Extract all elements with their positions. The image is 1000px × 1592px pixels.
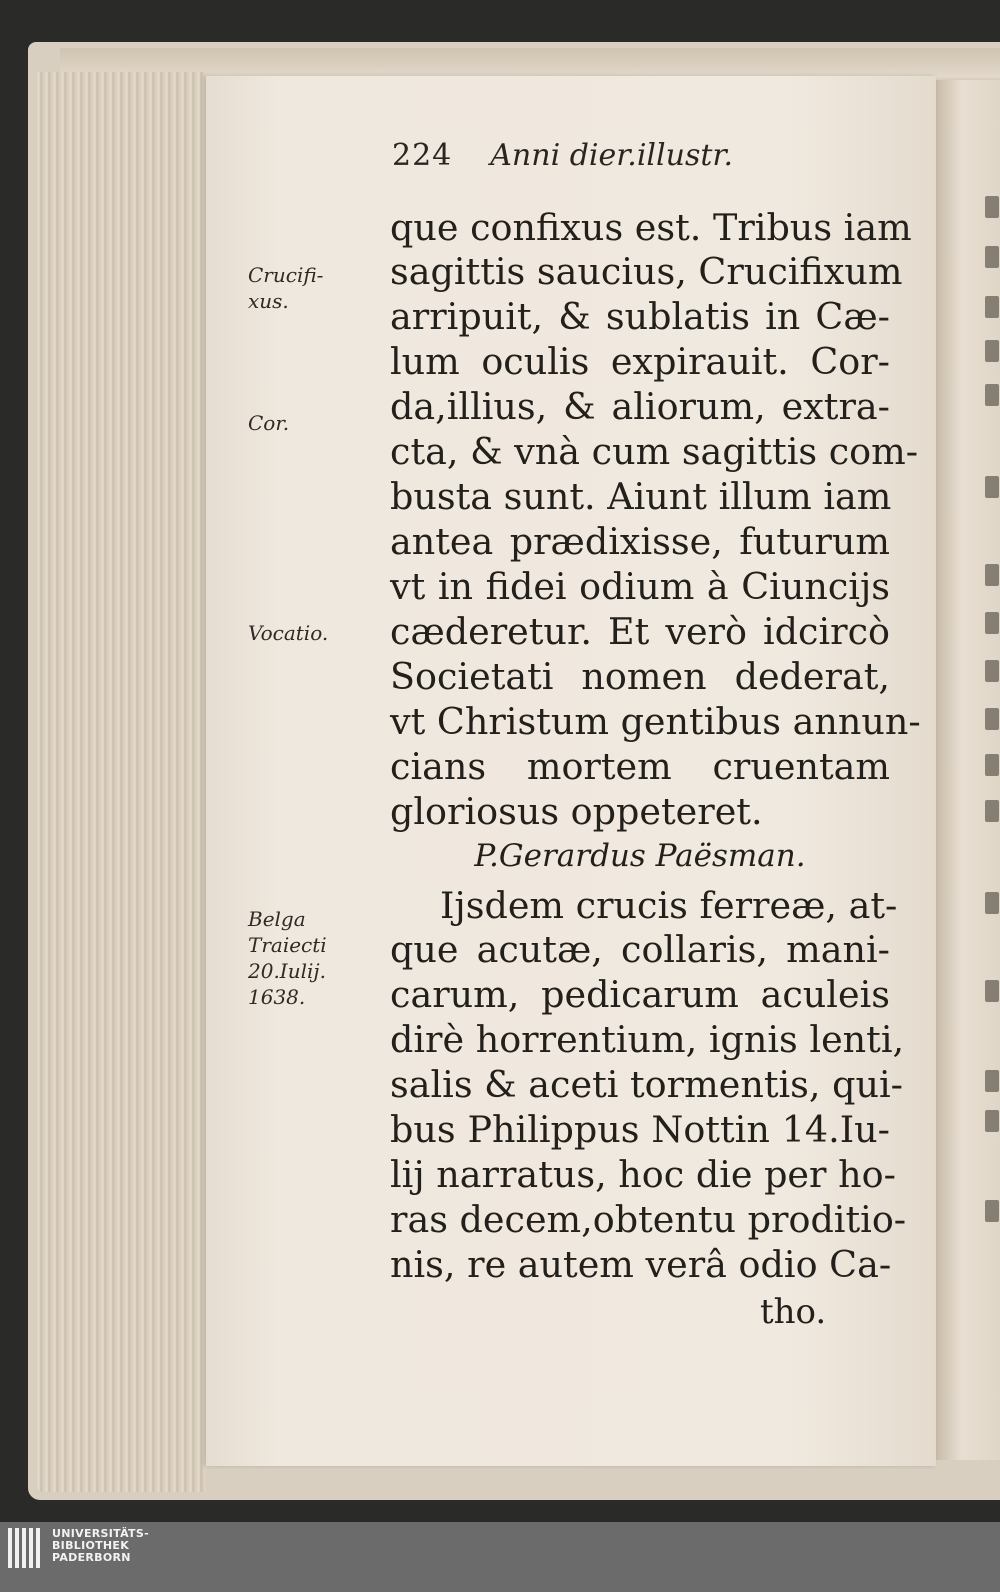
facing-page-glyph xyxy=(985,340,999,362)
library-logo-text: UNIVERSITÄTS- BIBLIOTHEK PADERBORN xyxy=(52,1527,149,1564)
facing-page-glyph xyxy=(985,476,999,498)
text-line: lum oculis expirauit. Cor- xyxy=(390,340,890,383)
text-line: dirè horrentium, ignis lenti, xyxy=(390,1018,905,1061)
text-line: sagittis saucius, Crucifixum xyxy=(390,250,903,293)
text-line: que acutæ, collaris, mani- xyxy=(390,928,890,971)
facing-page-glyph xyxy=(985,1110,999,1132)
marginal-note-crucifixus: Crucifi- xus. xyxy=(248,263,324,313)
marginal-note-vocatio: Vocatio. xyxy=(248,621,329,645)
running-header xyxy=(392,138,733,173)
marginal-note-cor: Cor. xyxy=(248,411,290,435)
text-line: salis & aceti tormentis, qui- xyxy=(390,1063,903,1106)
facing-page-glyph xyxy=(985,612,999,634)
text-line: vt in fidei odium à Ciuncijs xyxy=(390,565,890,608)
text-line: Societati nomen dederat, xyxy=(390,655,890,698)
facing-page-glyph xyxy=(985,800,999,822)
facing-page-glyph xyxy=(985,754,999,776)
facing-page-glyph xyxy=(985,980,999,1002)
facing-page-glyph xyxy=(985,296,999,318)
text-line: lij narratus, hoc die per ho- xyxy=(390,1153,896,1196)
facing-page-glyph xyxy=(985,384,999,406)
text-line: cæderetur. Et verò idcircò xyxy=(390,610,890,653)
text-line: nis, re autem verâ odio Ca- xyxy=(390,1243,892,1286)
footer-bar xyxy=(0,1522,1000,1592)
facing-page-glyph xyxy=(985,708,999,730)
text-line: ras decem,obtentu proditio- xyxy=(390,1198,907,1241)
facing-page-glyph xyxy=(985,1070,999,1092)
facing-page-glyph xyxy=(985,196,999,218)
text-line: carum, pedicarum aculeis xyxy=(390,973,890,1016)
facing-page-glyph xyxy=(985,892,999,914)
text-line: que confixus est. Tribus iam xyxy=(390,206,912,249)
text-line: vt Christum gentibus annun- xyxy=(390,700,921,743)
library-logo-icon xyxy=(6,1526,46,1570)
text-line: bus Philippus Nottin 14.Iu- xyxy=(390,1108,890,1151)
text-line: cians mortem cruentam xyxy=(390,745,890,788)
page-edges xyxy=(36,72,206,1492)
facing-page-glyph xyxy=(985,660,999,682)
text-line: arripuit, & sublatis in Cæ- xyxy=(390,295,890,338)
text-line: antea prædixisse, futurum xyxy=(390,520,890,563)
text-line: gloriosus oppeteret. xyxy=(390,790,763,833)
marginal-note-belga: Belga Traiecti 20.Iulij. 1638. xyxy=(248,907,327,1009)
section-heading: P.Gerardus Paësman. xyxy=(474,838,806,874)
facing-page-glyph xyxy=(985,246,999,268)
text-line: cta, & vnà cum sagittis com- xyxy=(390,430,919,473)
text-line: busta sunt. Aiunt illum iam xyxy=(390,475,892,518)
running-title: Anni dier.illustr. xyxy=(490,138,733,173)
text-line: da,illius, & aliorum, extra- xyxy=(390,385,890,428)
catchword: tho. xyxy=(760,1292,827,1332)
text-line: Ijsdem crucis ferreæ, at- xyxy=(440,884,898,927)
facing-page-glyph xyxy=(985,1200,999,1222)
facing-page-glyph xyxy=(985,564,999,586)
page-number: 224 xyxy=(392,138,453,173)
